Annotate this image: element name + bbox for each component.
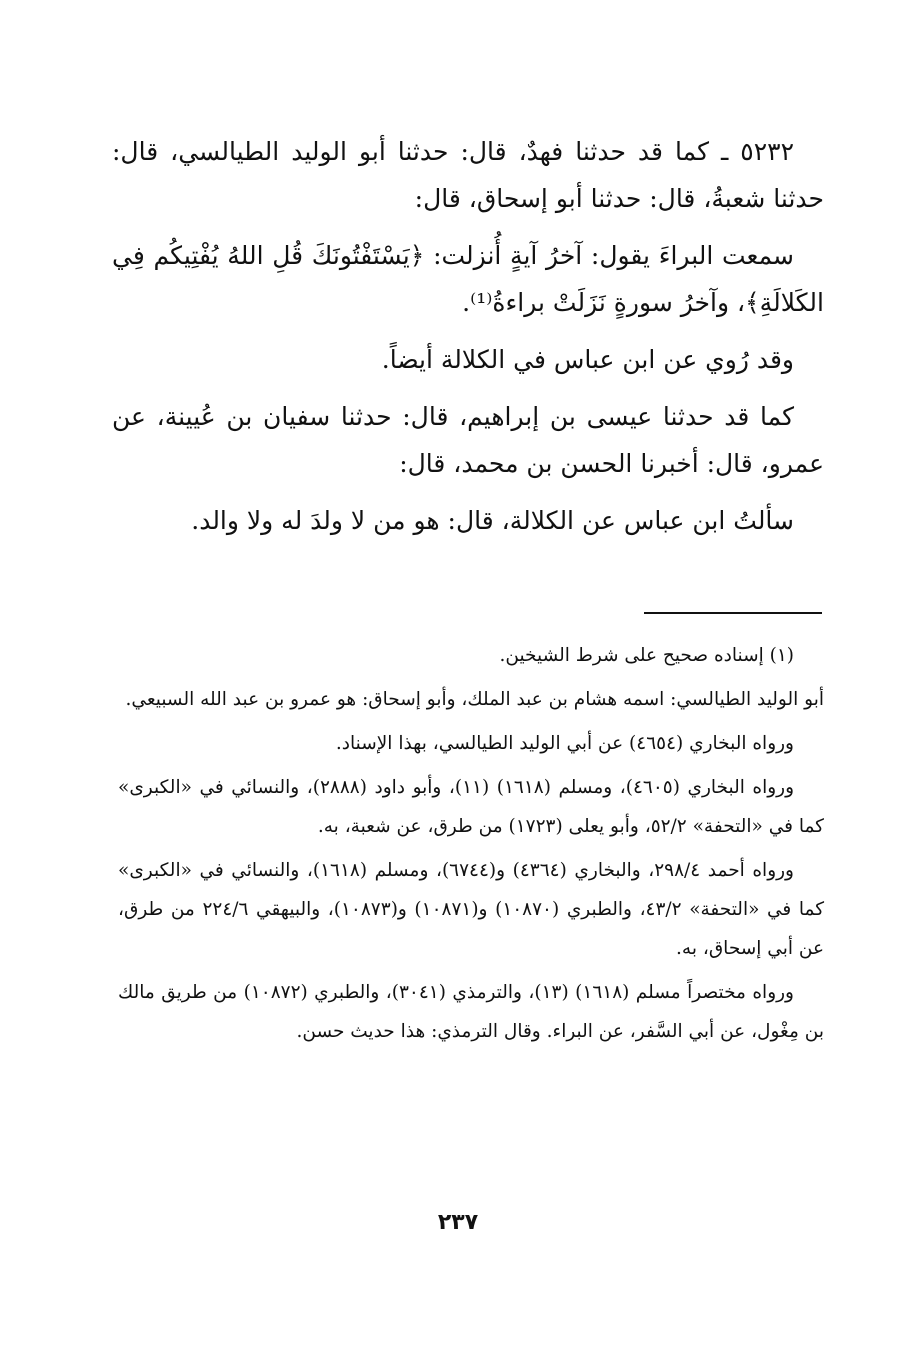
footnote-paragraph: ورواه البخاري (٤٦٠٥)، ومسلم (١٦١٨) (١١)، وأبو داود (٢٨٨٨)، والنسائي في «الكبرى» كما في «التحفة» ٥٢/٢، وأبو يعلى (١٧٢٣) من طرق، عن شعبة، به. [118,777,824,837]
main-text [112,128,824,544]
hadith-paragraph: وقد رُوي عن ابن عباس في الكلالة أيضاً. [381,345,794,374]
footnote-separator [644,612,822,614]
footnote-paragraph: (١) إسناده صحيح على شرط الشيخين. [499,645,794,666]
page-number: ٢٣٧ [437,1210,479,1235]
hadith-paragraph: ٥٢٣٢ ـ كما قد حدثنا فهدٌ، قال: حدثنا أبو الوليد الطيالسي، قال: حدثنا شعبةُ، قال: حدثنا أبو إسحاق، قال: [112,137,824,213]
hadith-paragraph: كما قد حدثنا عيسى بن إبراهيم، قال: حدثنا سفيان بن عُيينة، عن عمرو، قال: أخبرنا الحسن بن محمد، قال: [112,402,824,478]
hadith-paragraph: سمعت البراءَ يقول: آخرُ آيةٍ أُنزلت: ﴿يَسْتَفْتُونَكَ قُلِ اللهُ يُفْتِيكُم فِي الكَلالَةِ﴾، وآخرُ سورةٍ نَزَلَتْ براءةُ⁽¹⁾. [112,241,824,317]
footnotes [118,636,824,1051]
footnote-paragraph: ورواه مختصراً مسلم (١٦١٨) (١٣)، والترمذي (٣٠٤١)، والطبري (١٠٨٧٢) من طريق مالك بن مِغْول، عن أبي السَّفر، عن البراء. وقال الترمذي: هذا حديث حسن. [118,982,824,1042]
hadith-paragraph: سألتُ ابن عباس عن الكلالة، قال: هو من لا ولدَ له ولا والد. [191,506,794,535]
footnote-paragraph: ورواه أحمد ٢٩٨/٤، والبخاري (٤٣٦٤) و(٦٧٤٤)، ومسلم (١٦١٨)، والنسائي في «الكبرى» كما في «التحفة» ٤٣/٢، والطبري (١٠٨٧٠) و(١٠٨٧١) و(١٠٨٧٣)، والبيهقي ٢٢٤/٦ من طرق، عن أبي إسحاق، به. [118,860,825,959]
footnote-paragraph: ورواه البخاري (٤٦٥٤) عن أبي الوليد الطيالسي، بهذا الإسناد. [335,733,794,754]
footnote-paragraph: أبو الوليد الطيالسي: اسمه هشام بن عبد الملك، وأبو إسحاق: هو عمرو بن عبد الله السبيعي. [125,689,824,710]
